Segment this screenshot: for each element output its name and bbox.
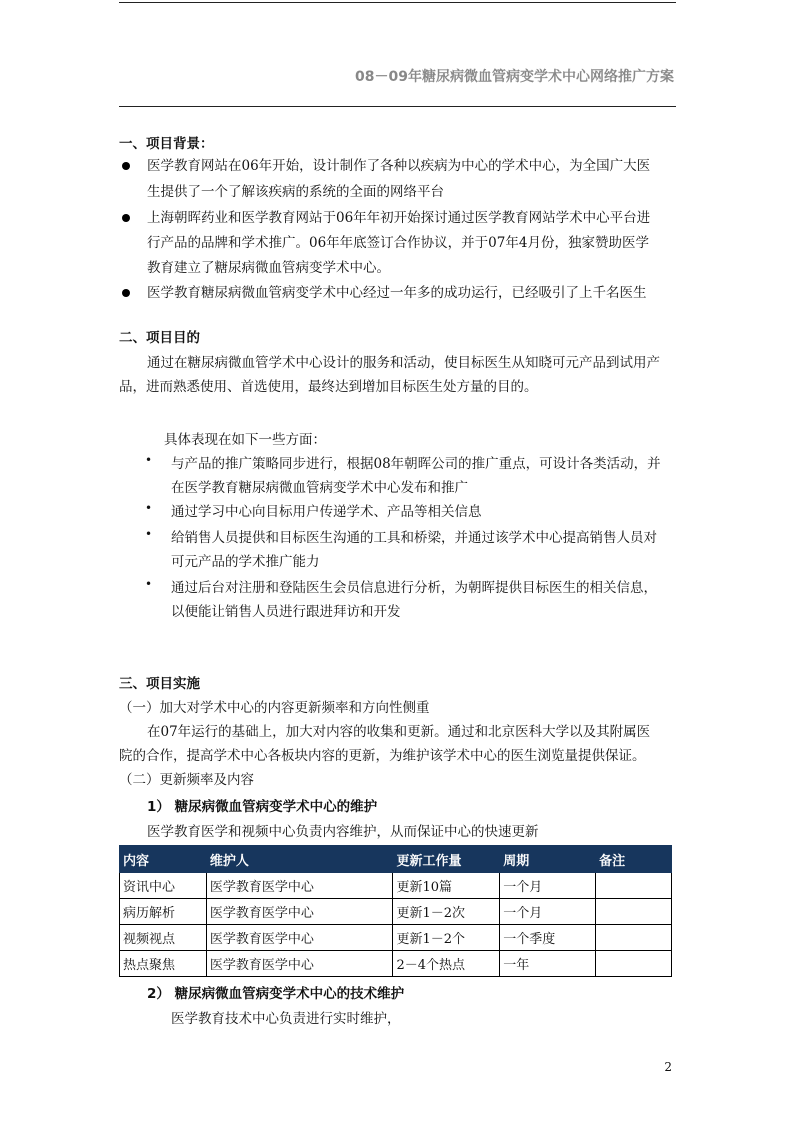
table-row <box>120 925 672 951</box>
section2-point3-line2: 可元产品的学术推广能力 <box>171 554 320 570</box>
section2-point3-line1: 给销售人员提供和目标医生沟通的工具和桥梁，并通过该学术中心提高销售人员对 <box>171 530 657 546</box>
section1-bullet2-line2: 行产品的品牌和学术推广。06年年底签订合作协议，并于07年4月份，独家赞助医学 <box>147 235 649 251</box>
section1-bullet2-line3: 教育建立了糖尿病微血管病变学术中心。 <box>147 260 390 276</box>
bullet-icon <box>122 289 130 297</box>
section3-item2-title: 2） 糖尿病微血管病变学术中心的技术维护 <box>147 986 405 1002</box>
table-cell: 热点聚焦 <box>120 951 207 977</box>
bullet-icon: • <box>145 527 153 541</box>
table-header-cell: 维护人 <box>206 846 393 873</box>
section1-bullet3-line1: 医学教育糖尿病微血管病变学术中心经过一年多的成功运行，已经吸引了上千名医生 <box>147 285 647 301</box>
table-header-row <box>120 846 672 873</box>
section2-point4-line2: 以便能让销售人员进行跟进拜访和开发 <box>171 604 401 620</box>
table-cell: 资讯中心 <box>120 873 207 899</box>
table-cell: 医学教育医学中心 <box>206 925 393 951</box>
table-cell: 更新10篇 <box>393 873 500 899</box>
table-row <box>120 951 672 977</box>
table-header-cell: 内容 <box>120 846 207 873</box>
table-cell: 更新1－2次 <box>393 899 500 925</box>
table-cell: 医学教育医学中心 <box>206 899 393 925</box>
section2-intro: 具体表现在如下一些方面： <box>164 432 326 448</box>
table-cell: 一年 <box>500 951 596 977</box>
section2-heading: 二、项目目的 <box>119 330 200 346</box>
bullet-icon: • <box>145 453 153 467</box>
table-cell: 2－4个热点 <box>393 951 500 977</box>
table-cell: 一个月 <box>500 899 596 925</box>
maintenance-table <box>119 845 672 977</box>
table-cell: 医学教育医学中心 <box>206 873 393 899</box>
bullet-icon <box>122 214 130 222</box>
table-cell: 一个季度 <box>500 925 596 951</box>
section3-sub1-line2: 院的合作，提高学术中心各板块内容的更新，为维护该学术中心的医生浏览量提供保证。 <box>119 748 646 764</box>
section3-subheading2: （二）更新频率及内容 <box>119 772 254 788</box>
section1-heading: 一、项目背景： <box>119 136 214 152</box>
section1-bullet2-line1: 上海朝晖药业和医学教育网站于06年年初开始探讨通过医学教育网站学术中心平台进 <box>147 210 651 226</box>
section2-paragraph-line2: 品，进而熟悉使用、首选使用，最终达到增加目标医生处方量的目的。 <box>119 379 538 395</box>
section3-item1-desc: 医学教育医学和视频中心负责内容维护，从而保证中心的快速更新 <box>147 824 539 840</box>
section3-sub1-line1: 在07年运行的基础上，加大对内容的收集和更新。通过和北京医科大学以及其附属医 <box>147 724 651 740</box>
table-cell <box>596 925 672 951</box>
table-cell: 病历解析 <box>120 899 207 925</box>
table-header-cell: 更新工作量 <box>393 846 500 873</box>
table-cell: 视频视点 <box>120 925 207 951</box>
section2-point4-line1: 通过后台对注册和登陆医生会员信息进行分析，为朝晖提供目标医生的相关信息， <box>171 580 657 596</box>
section2-paragraph-line1: 通过在糖尿病微血管学术中心设计的服务和活动，使目标医生从知晓可元产品到试用产 <box>147 355 660 371</box>
section2-point1-line1: 与产品的推广策略同步进行，根据08年朝晖公司的推广重点，可设计各类活动，并 <box>171 456 661 472</box>
section2-point2-line1: 通过学习中心向目标用户传递学术、产品等相关信息 <box>171 504 482 520</box>
bullet-icon <box>122 162 130 170</box>
section3-heading: 三、项目实施 <box>119 676 200 692</box>
section2-point1-line2: 在医学教育糖尿病微血管病变学术中心发布和推广 <box>171 480 468 496</box>
bullet-icon: • <box>145 577 153 591</box>
section1-bullet1-line1: 医学教育网站在06年开始，设计制作了各种以疾病为中心的学术中心，为全国广大医 <box>147 158 651 174</box>
table-cell: 更新1－2个 <box>393 925 500 951</box>
table-cell: 医学教育医学中心 <box>206 951 393 977</box>
top-rule <box>119 2 676 3</box>
section3-item1-title: 1） 糖尿病微血管病变学术中心的维护 <box>147 799 378 815</box>
page-number: 2 <box>664 1060 672 1074</box>
section1-bullet1-line2: 生提供了一个了解该疾病的系统的全面的网络平台 <box>147 184 444 200</box>
page-header-title: 08－09年糖尿病微血管病变学术中心网络推广方案 <box>355 69 674 85</box>
table-header-cell: 周期 <box>500 846 596 873</box>
header-rule <box>119 106 676 107</box>
section3-item2-desc: 医学教育技术中心负责进行实时维护， <box>171 1011 401 1027</box>
table-cell <box>596 899 672 925</box>
table-cell: 一个月 <box>500 873 596 899</box>
table-cell <box>596 951 672 977</box>
table-row <box>120 873 672 899</box>
table-row <box>120 899 672 925</box>
bullet-icon: • <box>145 501 153 515</box>
table-cell <box>596 873 672 899</box>
table-header-cell: 备注 <box>596 846 672 873</box>
section3-subheading1: （一）加大对学术中心的内容更新频率和方向性侧重 <box>119 700 430 716</box>
